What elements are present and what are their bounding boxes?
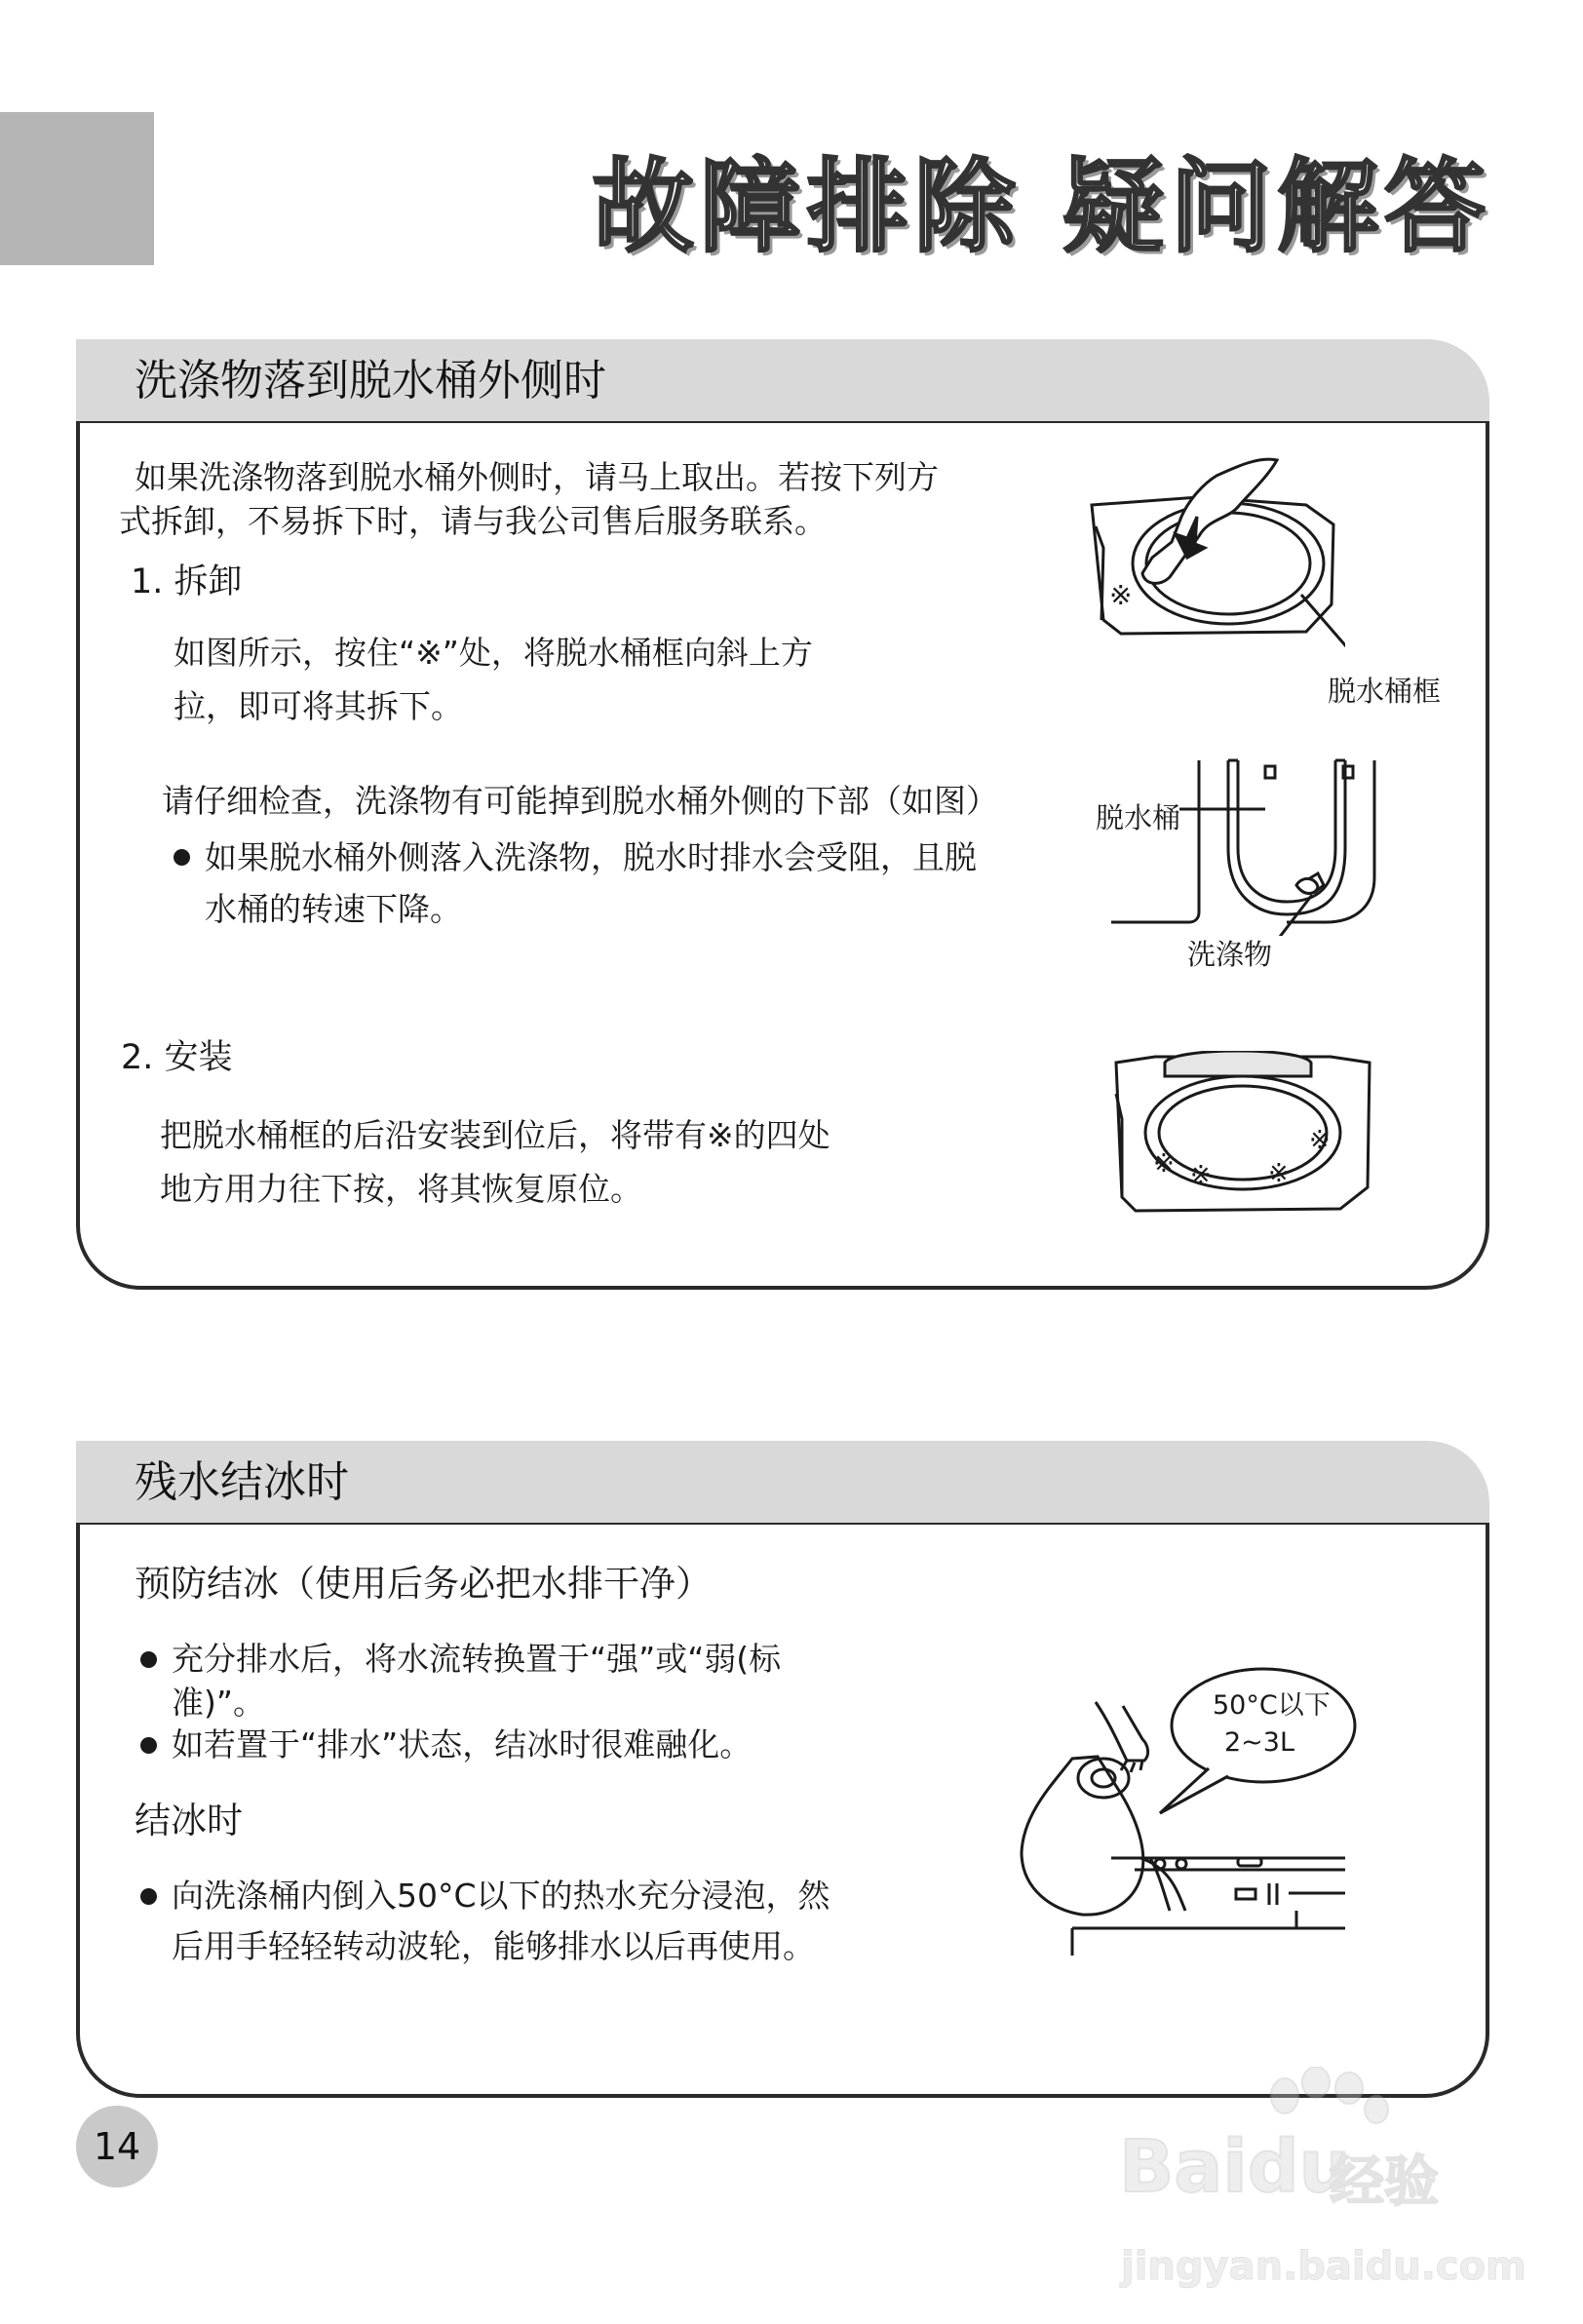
section-header bbox=[76, 339, 1489, 421]
step-title-install: 2. 安装 bbox=[121, 1038, 233, 1077]
subheading-prevent: 预防结冰（使用后务必把水排干净） bbox=[135, 1563, 712, 1605]
bullet-text: 水桶的转速下降。 bbox=[205, 890, 462, 928]
section-title: 洗涤物落到脱水桶外侧时 bbox=[135, 356, 606, 406]
bullet-dot bbox=[140, 1737, 157, 1754]
bullet-text: 如若置于“排水”状态，结冰时很难融化。 bbox=[172, 1725, 753, 1763]
watermark-brand: Baidu bbox=[1119, 2125, 1351, 2209]
bullet-dot bbox=[140, 1651, 157, 1668]
spin-tub-frame-removal-diagram bbox=[1082, 448, 1345, 663]
check-text: 请仔细检查，洗涤物有可能掉到脱水桶外侧的下部（如图） bbox=[162, 782, 998, 820]
bullet-text: 向洗涤桶内倒入50°C以下的热水充分浸泡，然 bbox=[172, 1877, 830, 1915]
bubble-volume: 2~3L bbox=[1224, 1727, 1295, 1758]
section-header bbox=[76, 1441, 1489, 1523]
watermark-brand-cn: 经验 bbox=[1330, 2150, 1439, 2214]
mark-symbol: ※ bbox=[1109, 579, 1133, 611]
bullet-text: 如果脱水桶外侧落入洗涤物，脱水时排水会受阻，且脱 bbox=[205, 838, 977, 876]
bullet-dot bbox=[174, 849, 190, 866]
diagram-label-laundry: 洗涤物 bbox=[1187, 938, 1273, 971]
diagram-label-frame: 脱水桶框 bbox=[1328, 675, 1442, 708]
bubble-temperature: 50°C以下 bbox=[1213, 1690, 1331, 1721]
step-text: 如图所示，按住“※”处，将脱水桶框向斜上方 bbox=[174, 634, 813, 672]
bullet-text: 充分排水后，将水流转换置于“强”或“弱(标 bbox=[172, 1640, 782, 1678]
spin-tub-frame-install-diagram bbox=[1106, 1051, 1379, 1217]
step-title-remove: 1. 拆卸 bbox=[131, 562, 243, 601]
svg-text:※: ※ bbox=[1153, 1149, 1175, 1179]
page-number: 14 bbox=[76, 2106, 158, 2188]
intro-line: 如果洗涤物落到脱水桶外侧时，请马上取出。若按下列方 bbox=[135, 458, 939, 496]
bullet-text: 准)”。 bbox=[172, 1684, 265, 1722]
diagram-label-tub: 脱水桶 bbox=[1096, 801, 1181, 834]
section-title: 残水结冰时 bbox=[135, 1457, 349, 1507]
bullet-text: 后用手轻轻转动波轮，能够排水以后再使用。 bbox=[172, 1927, 815, 1965]
bullet-dot bbox=[140, 1888, 157, 1905]
svg-text:※: ※ bbox=[1309, 1126, 1331, 1155]
spin-tub-cross-section-diagram bbox=[1101, 751, 1404, 936]
corner-tab bbox=[0, 112, 154, 265]
svg-text:※: ※ bbox=[1268, 1159, 1290, 1188]
step-text: 把脱水桶框的后沿安装到位后，将带有※的四处 bbox=[160, 1116, 830, 1154]
page-title: 故障排除 疑问解答 bbox=[592, 147, 1491, 266]
svg-text:※: ※ bbox=[1190, 1161, 1212, 1190]
subheading-frozen: 结冰时 bbox=[135, 1800, 243, 1841]
intro-line: 式拆卸，不易拆下时，请与我公司售后服务联系。 bbox=[119, 502, 827, 540]
watermark bbox=[1119, 2067, 1526, 2310]
step-text: 拉，即可将其拆下。 bbox=[174, 687, 463, 725]
watermark-url: jingyan.baidu.com bbox=[1121, 2244, 1526, 2289]
step-text: 地方用力往下按，将其恢复原位。 bbox=[160, 1170, 642, 1208]
